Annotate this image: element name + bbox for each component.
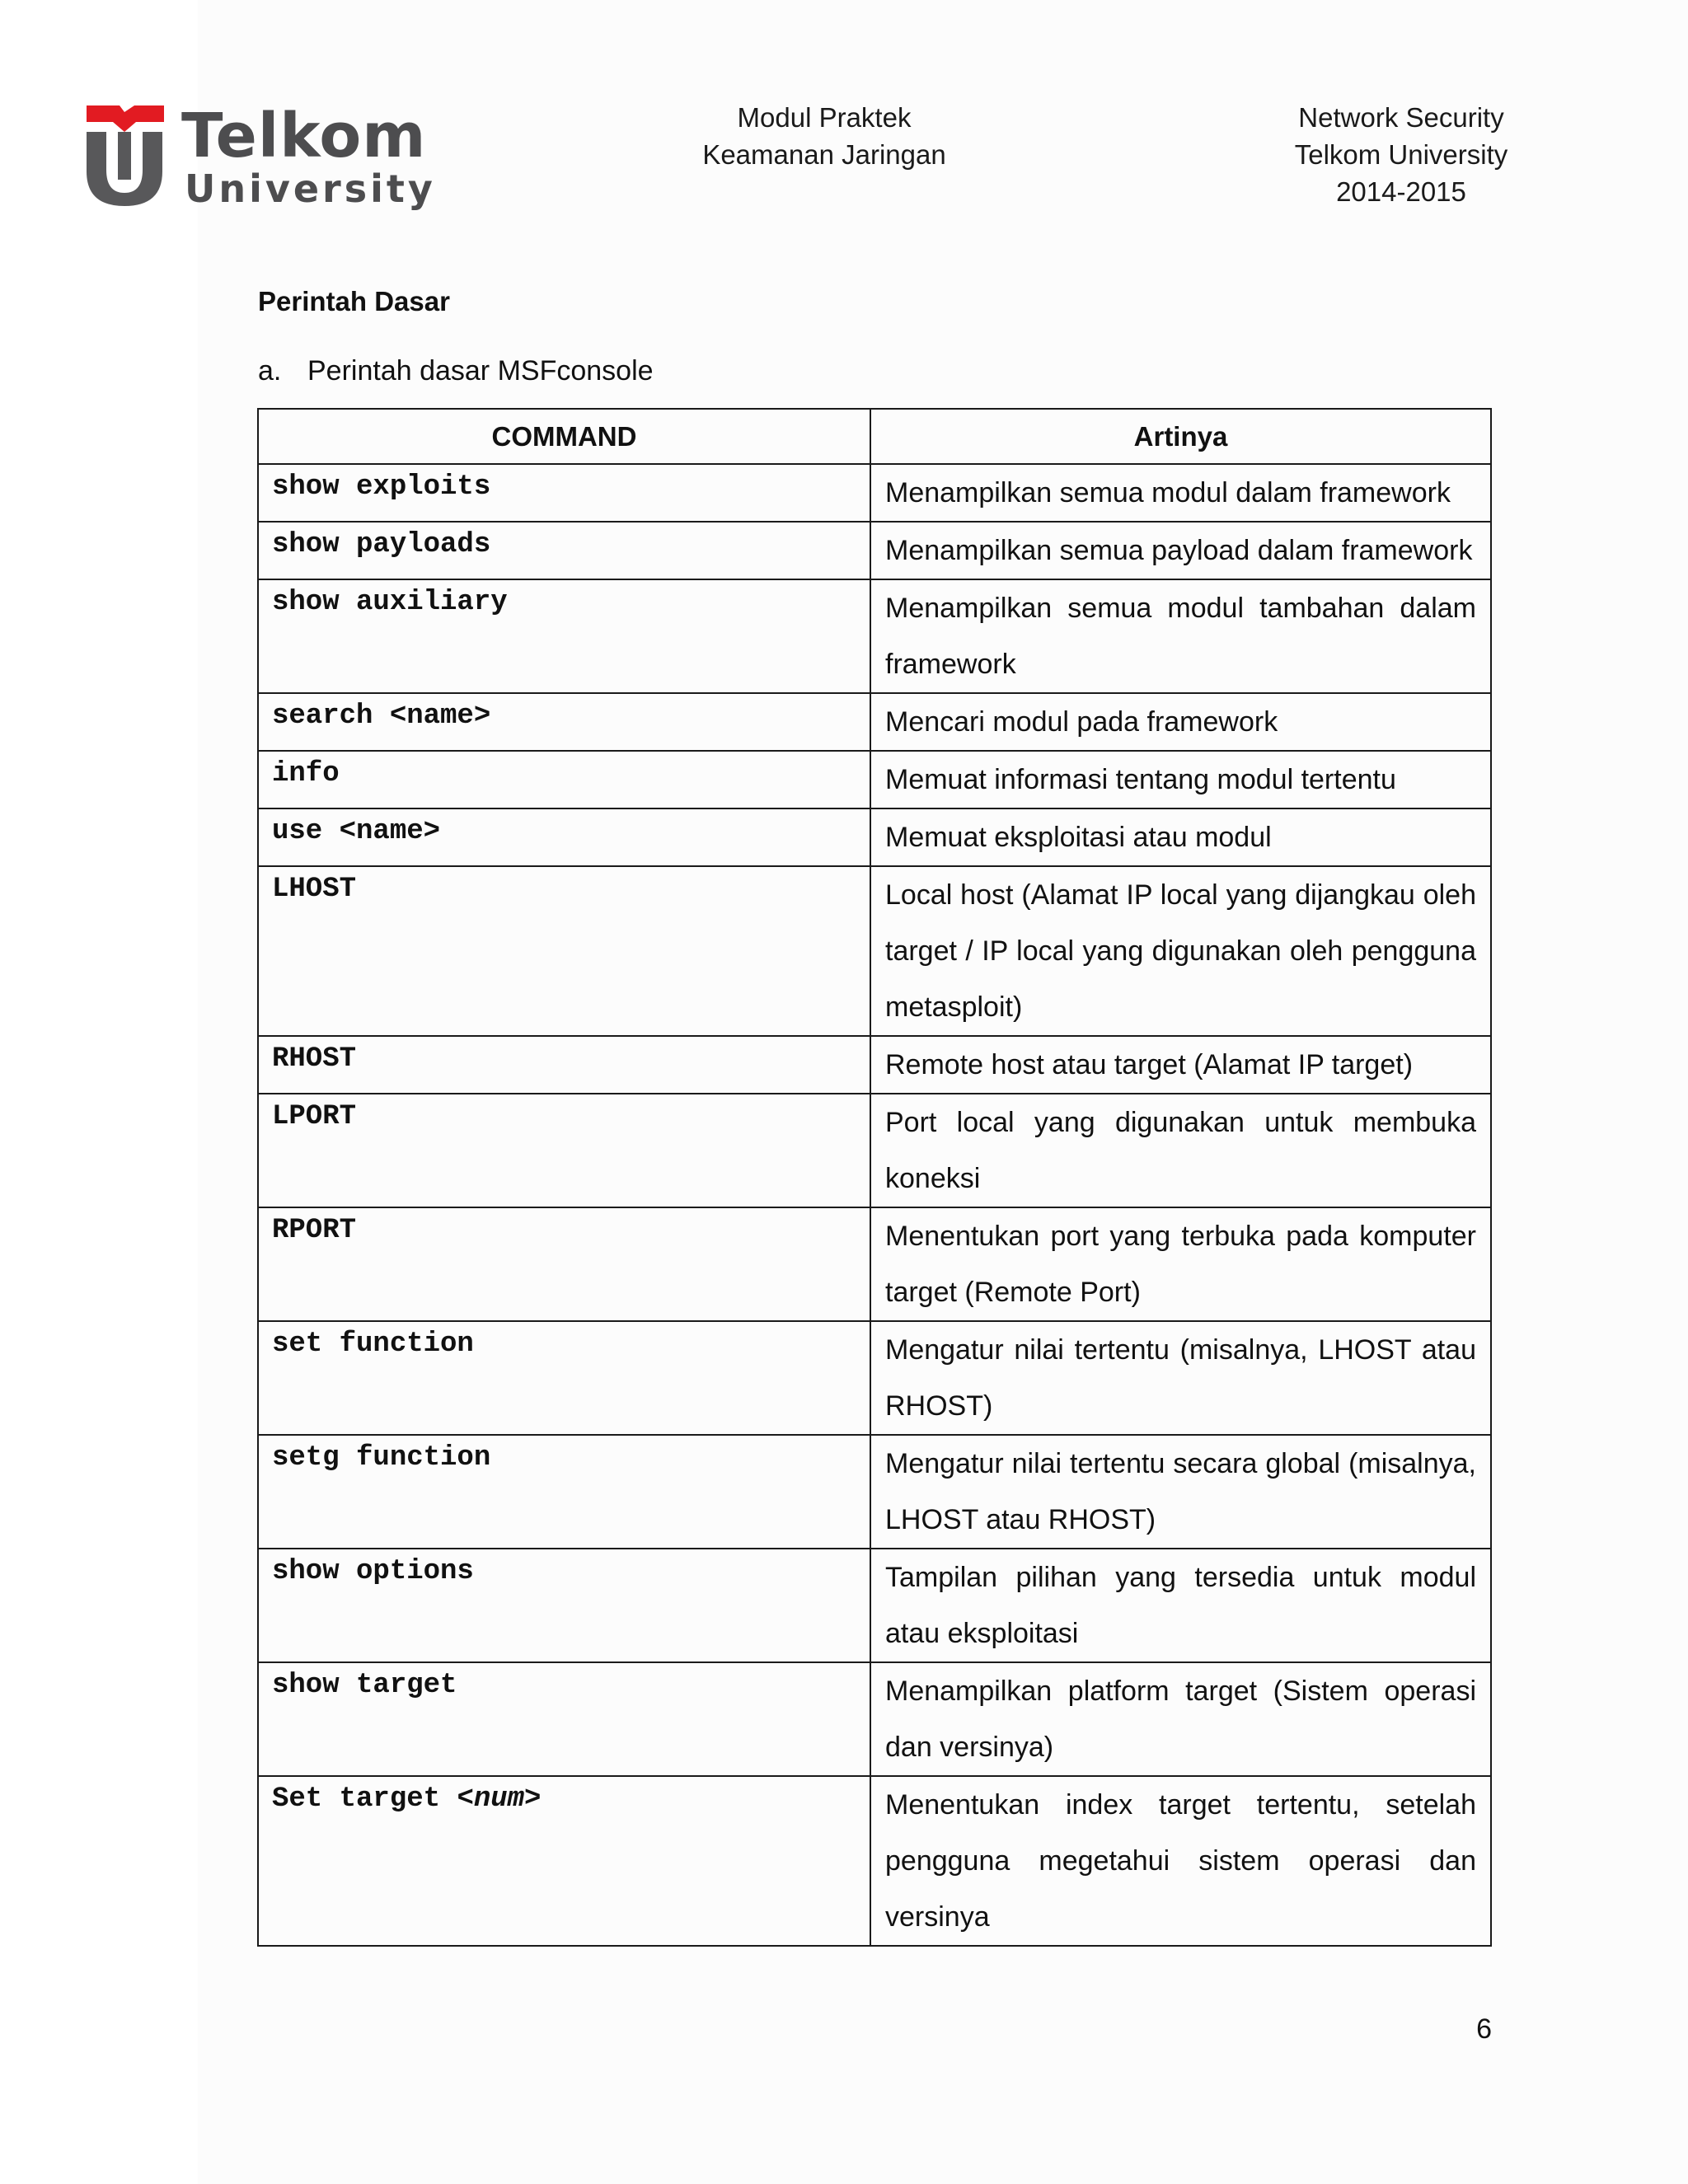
table-row [258,1207,1491,1321]
table-row [258,1776,1491,1946]
table-row [258,1549,1491,1662]
command-cell [258,1094,870,1207]
command-cell [258,1662,870,1776]
table-row [258,579,1491,693]
description-cell: Menentukan port yang terbuka pada komputer target (Remote Port) [870,1207,1491,1321]
command-cell [258,1321,870,1435]
list-item-text: Perintah dasar MSFconsole [307,355,654,387]
table-row [258,866,1491,1036]
command-text: setg function [272,1442,491,1474]
table-row [258,751,1491,808]
command-cell [258,1435,870,1549]
command-cell [258,1036,870,1094]
header-center-line-1: Modul Praktek [737,102,912,133]
table-row [258,522,1491,579]
command-cell [258,464,870,522]
command-text: search <name> [272,701,491,732]
description-cell: Menampilkan semua payload dalam framework [870,522,1491,579]
command-text: show options [272,1556,474,1587]
command-cell [258,751,870,808]
command-cell [258,579,870,693]
list-item [258,355,654,387]
column-header-command: COMMAND [258,409,870,464]
table-row [258,1094,1491,1207]
description-cell: Mengatur nilai tertentu secara global (misalnya, LHOST atau RHOST) [870,1435,1491,1549]
description-cell: Menentukan index target tertentu, setelah pengguna megetahui sistem operasi dan versinya [870,1776,1491,1946]
table-row [258,693,1491,751]
table-row [258,1435,1491,1549]
table-header-row [258,409,1491,464]
command-text: RPORT [272,1215,357,1246]
table-body [258,464,1491,1946]
logo-subtitle: University [185,166,436,211]
command-text: Set target [272,1783,457,1815]
command-argument: <num> [457,1783,542,1815]
column-header-artinya: Artinya [870,409,1491,464]
command-cell [258,866,870,1036]
command-cell [258,522,870,579]
description-cell: Menampilkan semua modul tambahan dalam framework [870,579,1491,693]
command-text: RHOST [272,1043,357,1075]
description-cell: Mengatur nilai tertentu (misalnya, LHOST atau RHOST) [870,1321,1491,1435]
header-right-line-2: Telkom University [1294,139,1508,170]
page-number: 6 [1476,2013,1492,2045]
description-cell: Remote host atau target (Alamat IP target) [870,1036,1491,1094]
header-module-title [659,99,989,173]
command-cell [258,693,870,751]
command-cell [258,808,870,866]
table-row [258,808,1491,866]
command-cell [258,1207,870,1321]
table-row [258,1036,1491,1094]
command-table [257,408,1492,1947]
description-cell: Mencari modul pada framework [870,693,1491,751]
command-text: show exploits [272,471,491,503]
table-row [258,464,1491,522]
logo-title: Telkom [181,101,427,171]
header-course-info [1236,99,1566,210]
header-right-line-1: Network Security [1298,102,1504,133]
command-text: use <name> [272,816,441,847]
command-text: show payloads [272,529,491,560]
table-row [258,1321,1491,1435]
logo-wordmark [181,101,436,211]
command-cell [258,1776,870,1946]
description-cell: Tampilan pilihan yang tersedia untuk modul atau eksploitasi [870,1549,1491,1662]
description-cell: Memuat eksploitasi atau modul [870,808,1491,866]
command-text: info [272,758,340,790]
command-text: show target [272,1670,457,1701]
command-text: show auxiliary [272,587,508,618]
command-cell [258,1549,870,1662]
description-cell: Local host (Alamat IP local yang dijangkau oleh target / IP local yang digunakan oleh pengguna metasploit) [870,866,1491,1036]
description-cell: Menampilkan semua modul dalam framework [870,464,1491,522]
list-marker: a. [258,355,282,387]
command-text: LHOST [272,874,357,905]
description-cell: Menampilkan platform target (Sistem operasi dan versinya) [870,1662,1491,1776]
description-cell: Port local yang digunakan untuk membuka koneksi [870,1094,1491,1207]
section-title: Perintah Dasar [258,286,450,316]
command-text: set function [272,1329,474,1360]
table-row [258,1662,1491,1776]
description-cell: Memuat informasi tentang modul tertentu [870,751,1491,808]
command-text: LPORT [272,1101,357,1132]
header-center-line-2: Keamanan Jaringan [702,139,946,170]
header-right-line-3: 2014-2015 [1336,176,1466,207]
